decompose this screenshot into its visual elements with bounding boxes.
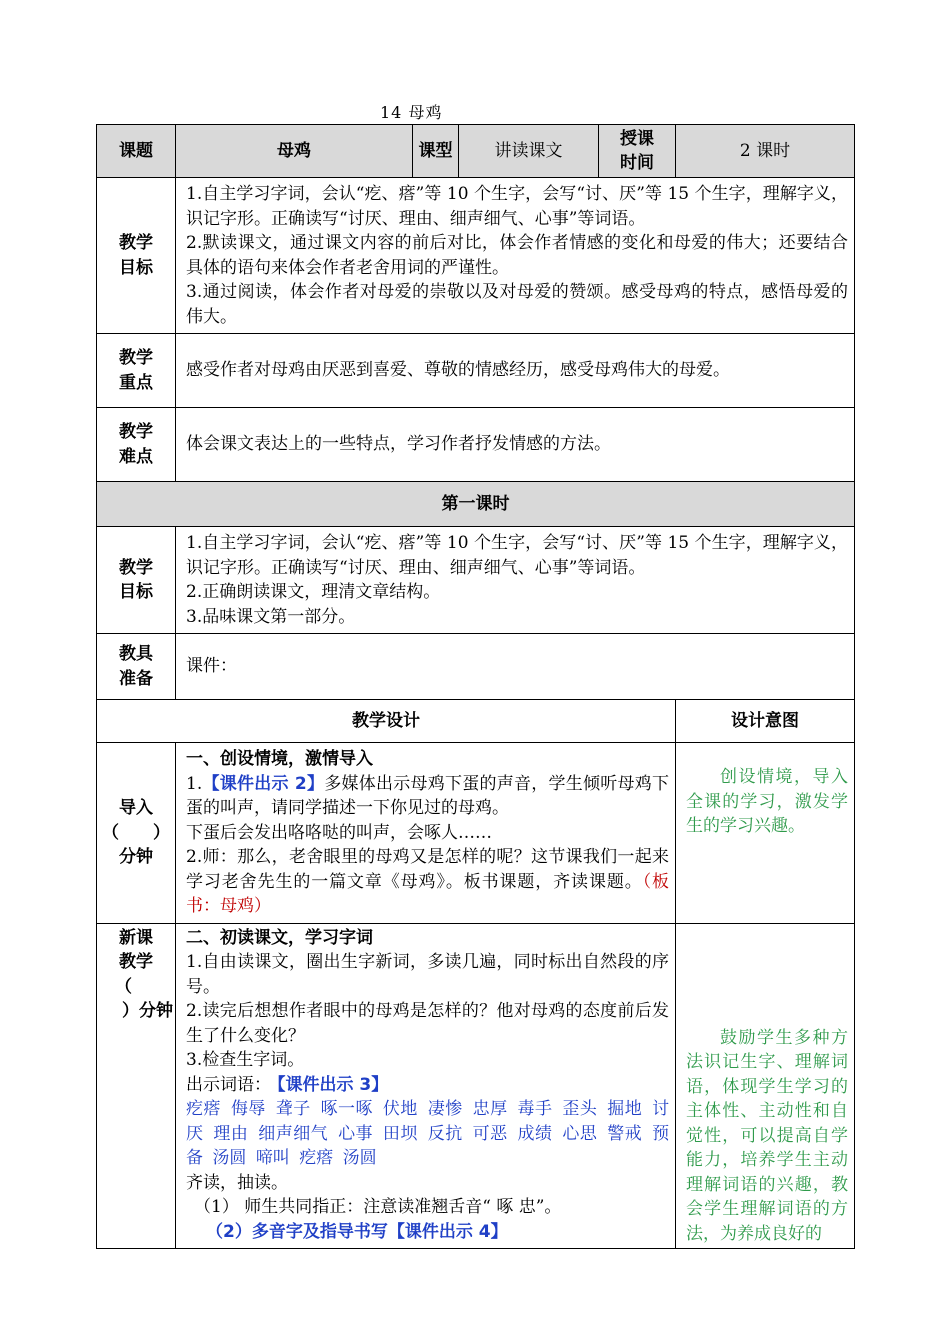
time-label-line1: 授课 [620, 128, 654, 149]
period-goal-item: 2.正确朗读课文，理清文章结构。 [186, 582, 441, 602]
intro-heading: 一、创设情境，激情导入 [186, 749, 373, 769]
prep-label-line1: 教具 [119, 644, 153, 664]
word-list [186, 1097, 669, 1171]
design-header-row [97, 700, 855, 743]
goals-row [97, 178, 855, 334]
new-lesson-label-line4: ）分钟 [122, 1001, 173, 1021]
goals-label-line1: 教学 [119, 233, 153, 253]
vocab-word: 讨厌 [186, 1099, 670, 1144]
polyphone-note [186, 1220, 669, 1245]
vocab-word: 伏地 [382, 1099, 418, 1119]
first-period-row [97, 482, 855, 527]
new-lesson-label-line2: 教学 [119, 952, 153, 972]
vocab-word: 心思 [562, 1123, 598, 1144]
correction-note: （1） 师生共同指正：注意读准翘舌音“ 啄 忠”。 [194, 1197, 562, 1217]
intro-p2: 下蛋后会发出咯咯哒的叫声，会啄人…… [186, 822, 492, 843]
period-goals-label-line2: 目标 [119, 582, 153, 602]
intro-intent: 创设情境，导入全课的学习，激发学生的学习兴趣。 [676, 743, 855, 924]
first-period-banner: 第一课时 [97, 482, 855, 527]
new-lesson-label-line3: （ [115, 976, 132, 997]
vocab-word: 可恶 [472, 1123, 508, 1144]
document-title: 14 母鸡 [380, 103, 443, 122]
goal-item: 3.通过阅读，体会作者对母爱的崇敬以及对母爱的赞颂。感受母鸡的特点，感悟母爱的伟大。 [186, 282, 848, 327]
intro-label-line2: （ ） [102, 822, 170, 843]
intro-p3 [186, 845, 669, 919]
courseware-tag: 【课件出示 4】 [387, 1221, 508, 1242]
vocab-word: 成绩 [517, 1123, 553, 1144]
vocab-word: 疙瘩 [299, 1148, 334, 1168]
vocab-word: 反抗 [427, 1123, 463, 1144]
polyphone-text: （2）多音字及指导书写 [206, 1221, 388, 1242]
type-label: 课型 [413, 125, 459, 178]
key-points-content: 感受作者对母鸡由厌恶到喜爱、尊敬的情感经历，感受母鸡伟大的母爱。 [176, 334, 855, 408]
intro-row [97, 743, 855, 924]
intro-p1 [186, 772, 669, 821]
new-lesson-content [176, 923, 676, 1249]
new-lesson-row [97, 923, 855, 1249]
goal-item: 2.默读课文，通过课文内容的前后对比，体会作者情感的变化和母爱的伟大；还要结合具体的语句来体会作者老舍用词的严谨性。 [186, 233, 848, 278]
intro-label-line3: 分钟 [119, 847, 153, 867]
period-goals-content [176, 527, 855, 634]
vocab-word: 忠厚 [472, 1099, 508, 1119]
vocab-word: 汤圆 [212, 1148, 247, 1168]
vocab-word: 预备 [186, 1123, 670, 1168]
lesson-plan-table [96, 124, 855, 1249]
step-2: 2.读完后想想作者眼中的母鸡是怎样的？他对母鸡的态度前后发生了什么变化？ [186, 1001, 669, 1046]
new-lesson-label [97, 923, 176, 1249]
vocab-word: 理由 [213, 1123, 249, 1144]
intro-label [97, 743, 176, 924]
goals-label [97, 178, 176, 334]
vocab-word: 毒手 [517, 1099, 553, 1119]
intro-p1-num: 1. [186, 773, 203, 794]
period-goals-row [97, 527, 855, 634]
new-lesson-intent: 鼓励学生多种方法识记生字、理解词语，体现学生学习的主体性、主动性和自觉性，可以提高自学能力，培养学生主动理解词语的兴趣，教会学生理解词语的方法，为养成良好的 [676, 923, 855, 1249]
period-goals-label [97, 527, 176, 634]
vocab-word: 心事 [338, 1123, 374, 1144]
show-words [186, 1073, 669, 1098]
key-points-label-line2: 重点 [119, 372, 153, 393]
vocab-word: 歪头 [562, 1099, 598, 1119]
read-instruction: 齐读，抽读。 [186, 1172, 288, 1193]
key-points-label [97, 334, 176, 408]
vocab-word: 田坝 [382, 1123, 418, 1144]
vocab-word: 啼叫 [255, 1148, 290, 1168]
vocab-word: 凄惨 [427, 1099, 463, 1119]
header-row [97, 125, 855, 178]
goals-label-line2: 目标 [119, 257, 153, 278]
vocab-word: 聋子 [275, 1099, 311, 1119]
topic-value: 母鸡 [176, 125, 413, 178]
new-lesson-heading: 二、初读课文，学习字词 [186, 927, 373, 948]
intro-p1-text: 多媒体出示母鸡下蛋的声音，学生倾听母鸡下蛋的叫声，请同学描述一下你见过的母鸡。 [186, 773, 670, 818]
difficulties-label-line1: 教学 [119, 422, 153, 442]
courseware-tag: 【课件出示 2】 [202, 773, 325, 794]
period-goal-item: 1.自主学习字词，会认“疙、瘩”等 10 个生字，会写“讨、厌”等 15 个生字，理解字义，识记字形。正确读写“讨厌、理由、细声细气、心事”等词语。 [186, 533, 848, 578]
vocab-word: 啄一啄 [320, 1099, 374, 1119]
vocab-word: 警戒 [607, 1123, 643, 1144]
board-note: （板书：母鸡） [186, 871, 670, 916]
design-header: 教学设计 [97, 700, 676, 743]
vocab-word: 汤圆 [342, 1148, 377, 1168]
difficulties-content: 体会课文表达上的一些特点，学习作者抒发情感的方法。 [176, 408, 855, 482]
prep-row [97, 634, 855, 700]
period-goals-label-line1: 教学 [119, 557, 153, 578]
intro-content [176, 743, 676, 924]
difficulties-label-line2: 难点 [119, 446, 153, 467]
intent-header: 设计意图 [676, 700, 855, 743]
intro-label-line1: 导入 [119, 798, 153, 818]
difficulties-row [97, 408, 855, 482]
prep-label-line2: 准备 [119, 668, 153, 689]
goal-item: 1.自主学习字词，会认“疙、瘩”等 10 个生字，会写“讨、厌”等 15 个生字，理解字义，识记字形。正确读写“讨厌、理由、细声细气、心事”等词语。 [186, 184, 848, 229]
show-words-label: 出示词语： [186, 1074, 271, 1095]
difficulties-label [97, 408, 176, 482]
new-lesson-label-line1: 新课 [119, 927, 153, 948]
time-value: 2 课时 [676, 125, 855, 178]
key-points-row [97, 334, 855, 408]
vocab-word: 掘地 [607, 1099, 643, 1119]
vocab-word: 疙瘩 [186, 1099, 221, 1119]
courseware-tag: 【课件出示 3】 [277, 1074, 389, 1095]
period-goal-item: 3.品味课文第一部分。 [186, 606, 356, 627]
key-points-label-line1: 教学 [119, 348, 153, 368]
vocab-word: 侮辱 [230, 1099, 266, 1119]
vocab-word: 细声细气 [258, 1123, 329, 1144]
goals-content [176, 178, 855, 334]
step-3: 3.检查生字词。 [186, 1050, 305, 1070]
time-label-line2: 时间 [620, 153, 654, 173]
step-1: 1.自由读课文，圈出生字新词，多读几遍，同时标出自然段的序号。 [186, 952, 669, 997]
type-value: 讲读课文 [459, 125, 599, 178]
topic-label: 课题 [97, 125, 176, 178]
intro-p3-text: 2.师：那么，老舍眼里的母鸡又是怎样的呢？这节课我们一起来学习老舍先生的一篇文章《母鸡》。板书课题，齐读课题。 [186, 847, 669, 892]
prep-content: 课件： [176, 634, 855, 700]
prep-label [97, 634, 176, 700]
time-label [599, 125, 676, 178]
